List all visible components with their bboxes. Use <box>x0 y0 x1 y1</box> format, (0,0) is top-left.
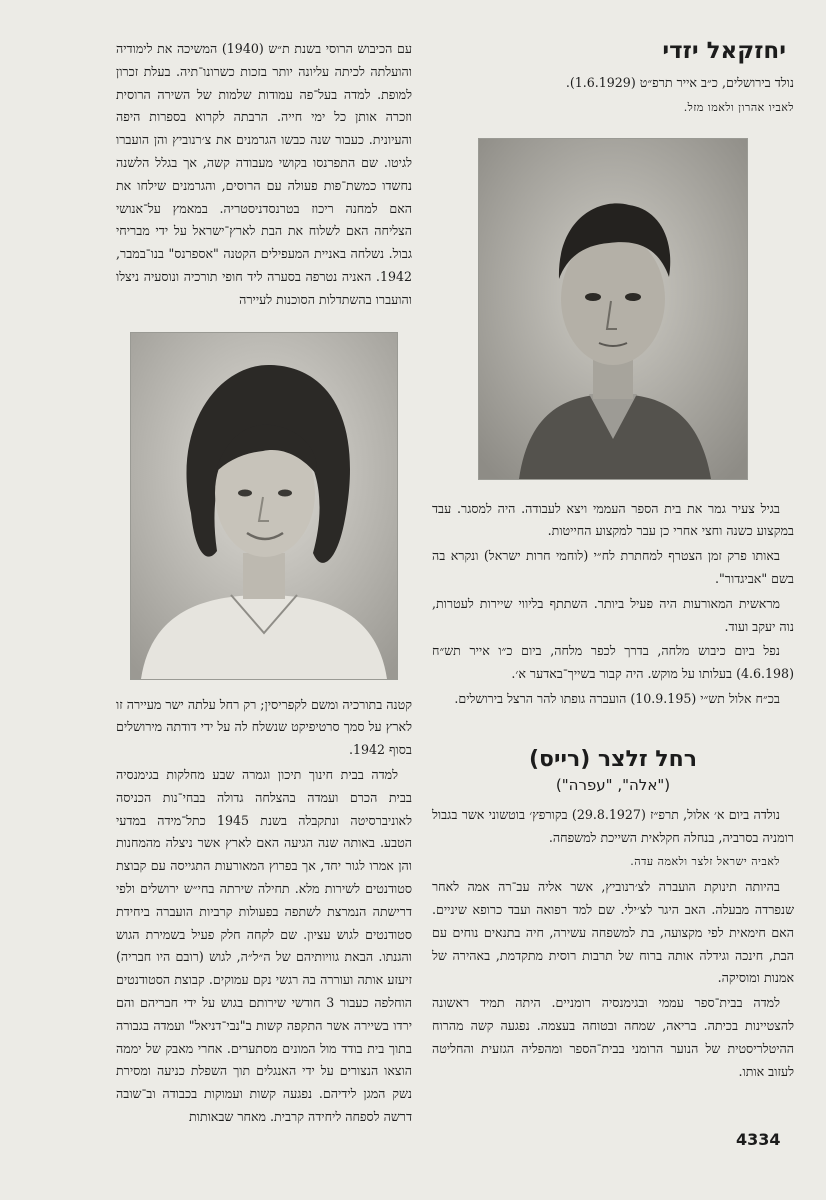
yehezkel-bio-paragraph-5: בכ״ח אלול תש״י (10.9.195) הועברה גופתו להר הרצל בירושלים. <box>454 690 780 706</box>
rachel-bio-paragraph-3: בהיותה תינוקת הועברה לצ׳רנוביץ, אשר אליה עב־רה אמה לאחר שנפרדה מבעלה. האב היגר לצ׳ילי. שם למד רפואה ועבד כרופא שיניים. האם חימאית לפי מקצועה, בת למשפחה עשירה, חיה בתנאים נוחים עם הבת, חינכה וגידלה אותה ברוח של תרבות רוסית מתקדמת, באהירה של אמנות ומוסיקה. <box>432 879 794 986</box>
boy-portrait-image <box>479 139 747 479</box>
yehezkel-bio-paragraph-4: נפל ביום כיבוש מלחה, בדרך לכפר מלחה, ביום כ״ו אייר תש״ח (4.6.198) בעלותו על מוקש. היה קבור בשייך־באדער א׳. <box>432 643 794 682</box>
yehezkel-portrait-photo <box>478 138 748 480</box>
yehezkel-birth-line: נולד בירושלים, כ״ב אייר תרפ״ט (1.6.1929). <box>565 75 794 90</box>
yehezkel-bio-paragraph-1: בגיל צעיר גמר את בית הספר העממי ויצא לעבודה. היה למסגר. עבד במקצוע כשנה וחצי אחרי כן עבר למקצוע החייטות. <box>432 500 794 539</box>
girl-portrait-image <box>131 333 397 679</box>
page-number: 4334 <box>736 1130 781 1149</box>
rachel-bio-paragraph-4: למדה בבית־ספר עממי ובגימנסיה רומניים. היתה תמיד ראשונה להצטיינות בכיתה. בריאה, שמחה ובטוחה בעצמה. נפגעה קשה מהרוח ההיטלריסטית של הנוער הרומני בבית־הספר ומהפליה הגזעית והחליטה לעזוב אותו. <box>432 995 794 1079</box>
yehezkel-parents-line: לאביו אהרון ולאמו מזל. <box>683 100 794 114</box>
rachel-name-heading: רחל זלצר (רייס) <box>529 746 697 772</box>
rachel-continued-paragraph-2: קטנה בתורכיה ומשם לקפריסין; רק רחל עלתה ישר מעיירה זו לארץ על סמך סרטיפיקט שנשלח לה על ידי דודתה מירושלים בסוף 1942. <box>116 696 412 758</box>
yehezkel-name-heading: יחזקאל יזדי <box>662 38 786 64</box>
rachel-parents-line: לאביה ישראל זלצר ולאמה עדה. <box>630 855 780 869</box>
rachel-nickname: ("אלה", "עפרה") <box>555 775 671 794</box>
yehezkel-bio-paragraph-3: מראשית המאורעות היה פעיל ביותר. השתתף בליווי שיירות לעטרות, נוה יעקב ועוד. <box>432 595 794 634</box>
rachel-bio-paragraph-1: נולדה ביום א׳ אלול, תרפ״ז (29.8.1927) בקורפץ׳ בוטשוני אשר בגבול רומניה בסרביה, בנחלה חקלאית השייכת למשפחה. <box>432 806 794 845</box>
rachel-portrait-photo <box>130 332 398 680</box>
right-column <box>432 38 794 1085</box>
left-column <box>116 38 412 1131</box>
rachel-continued-paragraph-3: למדה בבית חינוך תיכון וגמרה שבע מחלקות בגימנסיה בבית הכרם ועמדה בהצלחה גדולה בבחי־נות הכניסה לאוניברסיטה ונתקבלה בשנת 1945 כתל־מידה במדעי הטבע. באותה שנה הגיעה האם לארץ אשר ניצלה מהמחנות והן אמרו לגור יחד, אך בפרוץ המאורעות התגייסה עם קבוצת סטודנטים לשירות מלא. תחילה שירתה בחי״ש ירושלים ולפי דרישתה הנמרצת לשתפה בפעולות קרביות הועברה ביחידת סטודנטים לגוש עציון. שם לקחה חלק פעיל בשמירת הגוש והגנתו. הבאת גוויותיהם של ה״ל״ה, לגוש (רובם היו חבריה) זיעזע אותה ועוררה בה רגשי נקם עמוקים. קבוצת הסטודנטים הוחלפה כעבור 3 חודשי שירותם בגוש על ידי חבריהם והם ירדו בשיירה אשר התקפה קשות ב"נבי־דניאל" ועמדה בגבורה בתוך בית בודד מול המונים מסתערים. אחרי מאבק של יממה הוצאו הנצורים על ידי האנגלים תוך השפלת כניעה ומסירת נשק המגן לידיהם. נפגעה קשות ועמוקות בכבודה וב־שובה דרשה לספחה ליחידה קרבית. מאחר שבאותות <box>116 766 413 1124</box>
yehezkel-bio-paragraph-2: באותו פרק זמן הצטרף למחתרת לח״י (לוחמי חרות ישראל) ונקרא בה בשם "אביגדור". <box>432 548 794 586</box>
rachel-continued-paragraph-1: עם הכיבוש הרוסי בשנת ת״ש (1940) המשיכה את לימודיה והועלתה לכיתה עליונה יותר בזכות כשרונו־תיה. בעלת זכרון למופת. למדה בעל־פה עמודות שלמות של השירה הרוסית וזכרה אותן כל ימי חייה. הרבתה לקרוא בספרות היפה והעיונית. כעבור שנה כבשו הגרמנים את צ׳רנוביץ והן הועברו לגיטו. שם התפרנסו בקושי מעבודה קשה, אך בגלל הלשנה נחשדו כמשת־פות פעולה עם הרוסים, והגרמנים שילחו את האם למחנה ריכוז בטרנסדניסטריה. במאמץ על־אנושי הצליחה האם לשלוח את הבת לארץ־ישראל על ידי מבריחי גבול. נשלחה באניית המעפילים הקטנה "אספרנס" בנו־במבר, 1942. האניה נטרפה בסערה ליד חופי תורכיה ונוסעיה ניצלו והועברו בהשתדלות הסוכנות לעיירה <box>116 41 412 307</box>
